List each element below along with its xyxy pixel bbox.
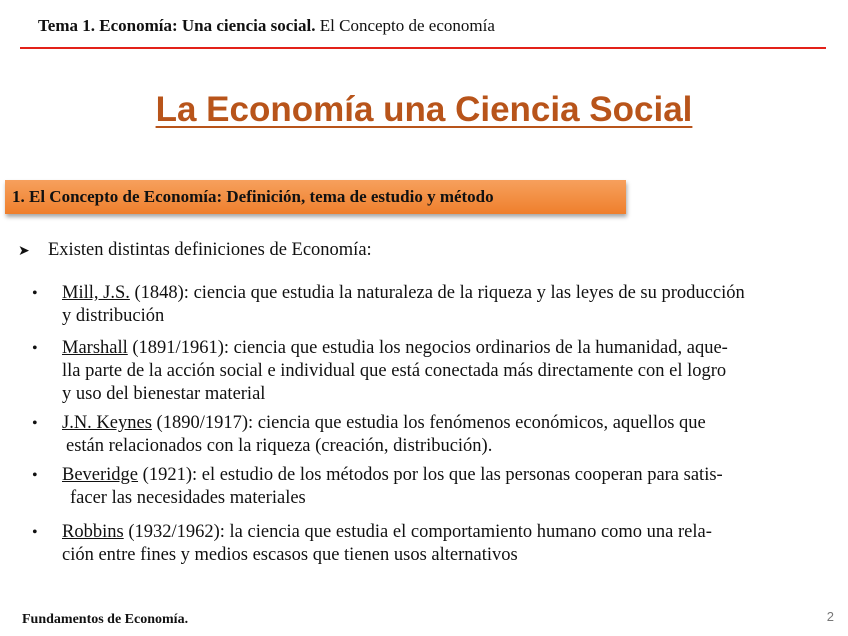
bullet-icon: • — [32, 524, 38, 541]
definition-item-keynes — [30, 412, 848, 458]
header-subtopic: El Concepto de economía — [315, 16, 495, 35]
definition-author: Robbins — [62, 522, 124, 542]
definition-text-continued: lla parte de la acción social e individual que está conectada más directamente con el logro — [62, 361, 727, 381]
definition-text: (1921): el estudio de los métodos por los que las personas cooperan para satis- — [138, 465, 723, 485]
definition-text-continued: ción entre fines y medios escasos que tienen usos alternativos — [62, 545, 518, 565]
definition-text-continued: y uso del bienestar material — [62, 384, 266, 404]
slide-header — [38, 16, 495, 36]
definition-author: Beveridge — [62, 465, 139, 485]
definition-item-mill — [30, 282, 848, 328]
bullet-icon: • — [32, 467, 38, 484]
definition-text: (1932/1962): la ciencia que estudia el comportamiento humano como una rela- — [123, 522, 712, 542]
header-topic: Tema 1. Economía: Una ciencia social. — [38, 16, 316, 35]
definition-author: J.N. Keynes — [62, 413, 152, 433]
intro-line — [18, 240, 372, 261]
definition-item-beveridge — [30, 464, 848, 510]
slide-title: La Economía una Ciencia Social — [155, 90, 693, 129]
definitions-list — [30, 282, 848, 567]
arrowhead-bullet-icon: ➤ — [18, 244, 30, 259]
definition-text: (1848): ciencia que estudia la naturaleza de la riqueza y las leyes de su producción — [129, 283, 745, 303]
bullet-icon: • — [32, 285, 38, 302]
header-divider — [20, 47, 826, 49]
definition-item-robbins — [30, 521, 848, 567]
definition-text: (1891/1961): ciencia que estudia los negocios ordinarios de la humanidad, aque- — [127, 338, 728, 358]
slide-footer: Fundamentos de Economía. — [22, 612, 189, 627]
definition-text: (1890/1917): ciencia que estudia los fenómenos económicos, aquellos que — [151, 413, 706, 433]
definition-text-continued: y distribución — [62, 306, 165, 326]
bullet-icon: • — [32, 415, 38, 432]
definition-author: Mill, J.S. — [62, 283, 130, 303]
definition-item-marshall — [30, 337, 848, 406]
intro-text: Existen distintas definiciones de Economía: — [48, 240, 372, 260]
bullet-icon: • — [32, 340, 38, 357]
section-banner: 1. El Concepto de Economía: Definición, tema de estudio y método — [5, 180, 626, 214]
page-number: 2 — [826, 609, 834, 624]
definition-author: Marshall — [62, 338, 128, 358]
definition-text-continued: facer las necesidades materiales — [70, 488, 306, 508]
definition-text-continued: están relacionados con la riqueza (creación, distribución). — [66, 436, 493, 456]
